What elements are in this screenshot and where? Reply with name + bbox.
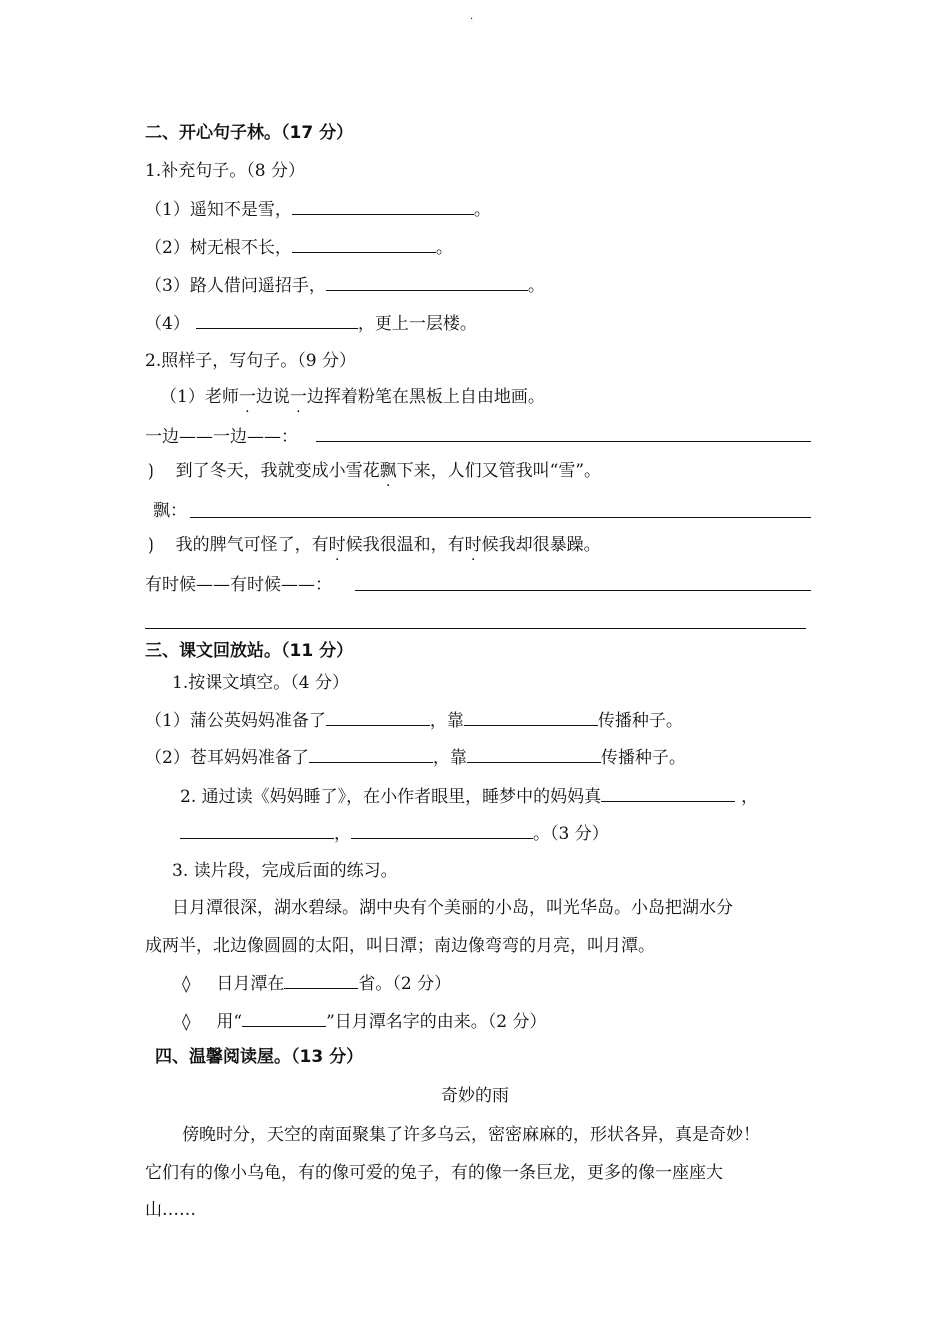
example-text: 我却很暴躁。 — [498, 535, 601, 555]
answer-blank[interactable] — [196, 312, 358, 329]
example-text: 我的脾气可怪了， — [175, 535, 312, 555]
item-text: ，靠 — [432, 748, 467, 768]
bullet-icon: ◊ — [182, 1012, 191, 1032]
answer-blank[interactable] — [309, 746, 433, 763]
story-line-2: 它们有的像小乌龟，有的像可爱的兔子，有的像一条巨龙，更多的像一座座大 — [145, 1163, 723, 1183]
answer-blank[interactable] — [292, 198, 474, 215]
s2-q2-title: 2.照样子，写句子。（9 分） — [145, 351, 356, 371]
s3-q1-item-1 — [145, 709, 683, 732]
answer-blank[interactable] — [326, 274, 528, 291]
question-text: 2. 通过读《妈妈睡了》，在小作者眼里，睡梦中的妈妈真 — [180, 787, 602, 807]
answer-blank[interactable] — [464, 709, 598, 726]
s3-sub-question-1 — [182, 972, 451, 995]
s2-example-1 — [160, 386, 545, 408]
example-text: 边挥着粉笔在黑板上自由地画。 — [306, 387, 545, 407]
answer-line[interactable] — [190, 517, 811, 518]
s2-answer-2-label: 飘： — [153, 501, 187, 521]
item-end: 。 — [473, 200, 491, 220]
answer-blank[interactable] — [242, 1010, 326, 1027]
answer-line[interactable] — [145, 628, 806, 629]
s2-q1-item-3 — [145, 274, 545, 297]
s2-answer-1-label: 一边——一边——： — [145, 427, 298, 447]
question-text: ， — [741, 787, 759, 807]
s2-example-3 — [148, 534, 601, 556]
item-number: （1） — [145, 711, 190, 731]
item-number: （1） — [145, 200, 190, 220]
item-text: 路人借问遥招手， — [189, 276, 326, 296]
item-text: 传播种子。 — [597, 711, 683, 731]
question-text: 。（3 分） — [533, 824, 609, 844]
item-text: 蒲公英妈妈准备了 — [189, 711, 326, 731]
item-text: 日月潭在 — [216, 974, 285, 994]
item-number: （3） — [145, 276, 190, 296]
section-2-title: 二、开心句子林。（17 分） — [145, 123, 354, 143]
example-number: ⟯ — [148, 535, 154, 555]
s3-q1-item-2 — [145, 746, 686, 769]
emphasis-word: 有时候 — [311, 535, 363, 555]
example-text: 到了冬天，我就变成小雪花 — [175, 461, 380, 481]
header-mark: · — [470, 14, 474, 25]
item-text: 苍耳妈妈准备了 — [189, 748, 309, 768]
story-line-3: 山…… — [145, 1200, 196, 1220]
question-text: ， — [334, 824, 351, 844]
answer-blank[interactable] — [284, 972, 358, 989]
item-number: （2） — [145, 748, 190, 768]
s3-sub-question-2 — [182, 1010, 547, 1033]
section-3-title: 三、课文回放站。（11 分） — [145, 641, 354, 661]
item-end: ，更上一层楼。 — [357, 314, 477, 334]
s2-answer-3-label: 有时候——有时候——： — [145, 575, 332, 595]
item-end: 。 — [435, 238, 453, 258]
item-text: 用“ — [216, 1012, 243, 1032]
s2-q1-title: 1.补充句子。（8 分） — [145, 161, 305, 181]
answer-blank[interactable] — [467, 746, 601, 763]
item-number: （2） — [145, 238, 190, 258]
section-4-title: 四、温馨阅读屋。（13 分） — [155, 1047, 364, 1067]
example-text: 边说 — [255, 387, 290, 407]
item-end: 。 — [527, 276, 545, 296]
example-number: ⟯ — [148, 461, 154, 481]
s3-q1-title: 1.按课文填空。（4 分） — [172, 673, 349, 693]
answer-blank[interactable] — [292, 236, 436, 253]
answer-blank[interactable] — [351, 822, 533, 839]
example-text: 下来，人们又管我叫“雪”。 — [396, 461, 602, 481]
story-title: 奇妙的雨 — [441, 1086, 509, 1106]
item-text: 传播种子。 — [600, 748, 686, 768]
emphasis-word: 一 — [289, 387, 307, 407]
answer-blank[interactable] — [326, 709, 430, 726]
answer-blank[interactable] — [180, 822, 334, 839]
s2-example-2 — [148, 460, 601, 482]
s2-q1-item-2 — [145, 236, 453, 259]
s2-q1-item-1 — [145, 198, 491, 221]
answer-line[interactable] — [316, 441, 811, 442]
s2-q1-item-4 — [145, 312, 477, 335]
s3-q3-title: 3. 读片段，完成后面的练习。 — [172, 861, 398, 881]
item-text: ，靠 — [429, 711, 464, 731]
s3-passage-line-2: 成两半，北边像圆圆的太阳，叫日潭；南边像弯弯的月亮，叫月潭。 — [145, 936, 655, 956]
story-line-1: 傍晚时分，天空的南面聚集了许多乌云，密密麻麻的，形状各异，真是奇妙！ — [182, 1125, 760, 1145]
emphasis-word: 飘 — [379, 461, 397, 481]
item-text: ”日月潭名字的由来。（2 分） — [326, 1012, 547, 1032]
s3-passage-line-1: 日月潭很深，湖水碧绿。湖中央有个美丽的小岛，叫光华岛。小岛把湖水分 — [172, 898, 733, 918]
item-number: （4） — [145, 314, 190, 334]
emphasis-word: 一 — [238, 387, 256, 407]
item-text: 树无根不长， — [189, 238, 292, 258]
item-text: 省。（2 分） — [358, 974, 452, 994]
bullet-icon: ◊ — [182, 974, 191, 994]
answer-line[interactable] — [355, 590, 811, 591]
answer-blank[interactable] — [601, 785, 735, 802]
emphasis-word: 有时候 — [447, 535, 499, 555]
example-text: 我很温和， — [362, 535, 448, 555]
example-number: （1） — [160, 387, 205, 407]
s3-q2-line-2 — [180, 822, 609, 845]
s3-q2-line-1 — [180, 785, 758, 808]
example-text: 老师 — [204, 387, 239, 407]
item-text: 遥知不是雪， — [189, 200, 292, 220]
